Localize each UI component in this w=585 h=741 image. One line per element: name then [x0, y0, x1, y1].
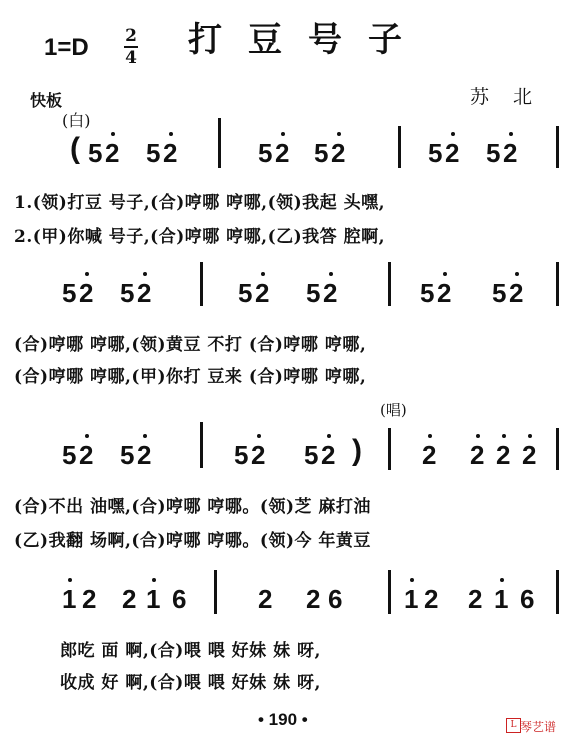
watermark-logo-icon: L — [506, 718, 521, 733]
octave-dot — [257, 434, 261, 438]
note-1: 1 — [146, 584, 161, 614]
spoken-mark: (白) — [62, 111, 91, 130]
note-2: 2 — [79, 278, 94, 308]
bar-line — [388, 570, 391, 614]
bar-line — [388, 262, 391, 306]
note-6: 6 — [172, 584, 187, 614]
octave-dot — [281, 132, 285, 136]
note-2: 2 — [258, 584, 273, 614]
octave-dot — [528, 434, 532, 438]
octave-dot — [329, 272, 333, 276]
note-2: 2 — [122, 584, 137, 614]
note-6: 6 — [520, 584, 535, 614]
region-label: 苏北 — [470, 86, 557, 108]
repeat-paren: ( — [70, 132, 80, 165]
note-6: 6 — [328, 584, 343, 614]
note-5: 5 — [120, 440, 135, 470]
octave-dot — [111, 132, 115, 136]
watermark-text: 琴艺谱 — [520, 720, 557, 734]
octave-dot — [410, 578, 414, 582]
note-2: 2 — [306, 584, 321, 614]
note-2: 2 — [275, 138, 290, 168]
note-5: 5 — [304, 440, 319, 470]
note-5: 5 — [120, 278, 135, 308]
note-1: 1 — [62, 584, 77, 614]
octave-dot — [515, 272, 519, 276]
song-title: 打豆号子 — [188, 20, 428, 60]
note-2: 2 — [468, 584, 483, 614]
time-signature — [124, 28, 138, 66]
octave-dot — [143, 272, 147, 276]
octave-dot — [169, 132, 173, 136]
note-2: 2 — [470, 440, 485, 470]
note-5: 5 — [88, 138, 103, 168]
note-2: 2 — [323, 278, 338, 308]
note-2: 2 — [503, 138, 518, 168]
octave-dot — [337, 132, 341, 136]
sung-mark: (唱) — [380, 401, 407, 419]
note-5: 5 — [146, 138, 161, 168]
note-5: 5 — [234, 440, 249, 470]
note-1: 1 — [494, 584, 509, 614]
octave-dot — [443, 272, 447, 276]
meter-bottom: 4 — [125, 48, 137, 68]
octave-dot — [85, 434, 89, 438]
note-5: 5 — [258, 138, 273, 168]
octave-dot — [509, 132, 513, 136]
note-2: 2 — [422, 440, 437, 470]
meter-top: 2 — [125, 26, 137, 46]
note-2: 2 — [331, 138, 346, 168]
note-2: 2 — [445, 138, 460, 168]
note-1: 1 — [404, 584, 419, 614]
bar-line — [398, 126, 401, 168]
octave-dot — [500, 578, 504, 582]
lyric-line-4: (合)哼哪 哼哪,(甲)你打 豆来 (合)哼哪 哼哪, — [14, 367, 367, 387]
note-2: 2 — [522, 440, 537, 470]
lyric-line-3: (合)哼哪 哼哪,(领)黄豆 不打 (合)哼哪 哼哪, — [14, 335, 367, 355]
note-5: 5 — [238, 278, 253, 308]
note-5: 5 — [62, 440, 77, 470]
lyric-line-1: 1.(领)打豆 号子,(合)哼哪 哼哪,(领)我起 头嘿, — [14, 193, 386, 213]
lyric-line-5: (合)不出 油嘿,(合)哼哪 哼哪。(领)芝 麻打油 — [14, 497, 371, 517]
note-5: 5 — [420, 278, 435, 308]
note-2: 2 — [496, 440, 511, 470]
note-5: 5 — [62, 278, 77, 308]
note-2: 2 — [251, 440, 266, 470]
note-2: 2 — [82, 584, 97, 614]
octave-dot — [261, 272, 265, 276]
bar-line — [388, 428, 391, 470]
bar-line — [214, 570, 217, 614]
note-2: 2 — [509, 278, 524, 308]
note-5: 5 — [306, 278, 321, 308]
note-2: 2 — [437, 278, 452, 308]
note-5: 5 — [314, 138, 329, 168]
octave-dot — [476, 434, 480, 438]
octave-dot — [143, 434, 147, 438]
octave-dot — [327, 434, 331, 438]
bar-line — [200, 422, 203, 468]
note-2: 2 — [79, 440, 94, 470]
note-2: 2 — [105, 138, 120, 168]
bar-line — [556, 570, 559, 614]
lyric-line-7: 郎吃 面 啊,(合)喂 喂 好妹 妹 呀, — [60, 641, 321, 661]
octave-dot — [428, 434, 432, 438]
note-2: 2 — [137, 440, 152, 470]
note-2: 2 — [255, 278, 270, 308]
note-5: 5 — [492, 278, 507, 308]
octave-dot — [68, 578, 72, 582]
tempo-marking: 快板 — [30, 91, 63, 110]
bar-line — [200, 262, 203, 306]
note-2: 2 — [137, 278, 152, 308]
note-5: 5 — [428, 138, 443, 168]
lyric-line-6: (乙)我翻 场啊,(合)哼哪 哼哪。(领)今 年黄豆 — [14, 531, 371, 551]
note-2: 2 — [321, 440, 336, 470]
bar-line — [556, 126, 559, 168]
octave-dot — [451, 132, 455, 136]
key-signature: 1=D — [44, 34, 89, 61]
bar-line — [218, 118, 221, 168]
note-2: 2 — [424, 584, 439, 614]
repeat-paren: ) — [352, 434, 362, 467]
octave-dot — [85, 272, 89, 276]
page-number: • 190 • — [258, 710, 308, 729]
bar-line — [556, 262, 559, 306]
lyric-line-2: 2.(甲)你喊 号子,(合)哼哪 哼哪,(乙)我答 腔啊, — [14, 227, 386, 247]
octave-dot — [152, 578, 156, 582]
bar-line — [556, 428, 559, 470]
octave-dot — [502, 434, 506, 438]
note-2: 2 — [163, 138, 178, 168]
lyric-line-8: 收成 好 啊,(合)喂 喂 好妹 妹 呀, — [60, 673, 321, 693]
note-5: 5 — [486, 138, 501, 168]
